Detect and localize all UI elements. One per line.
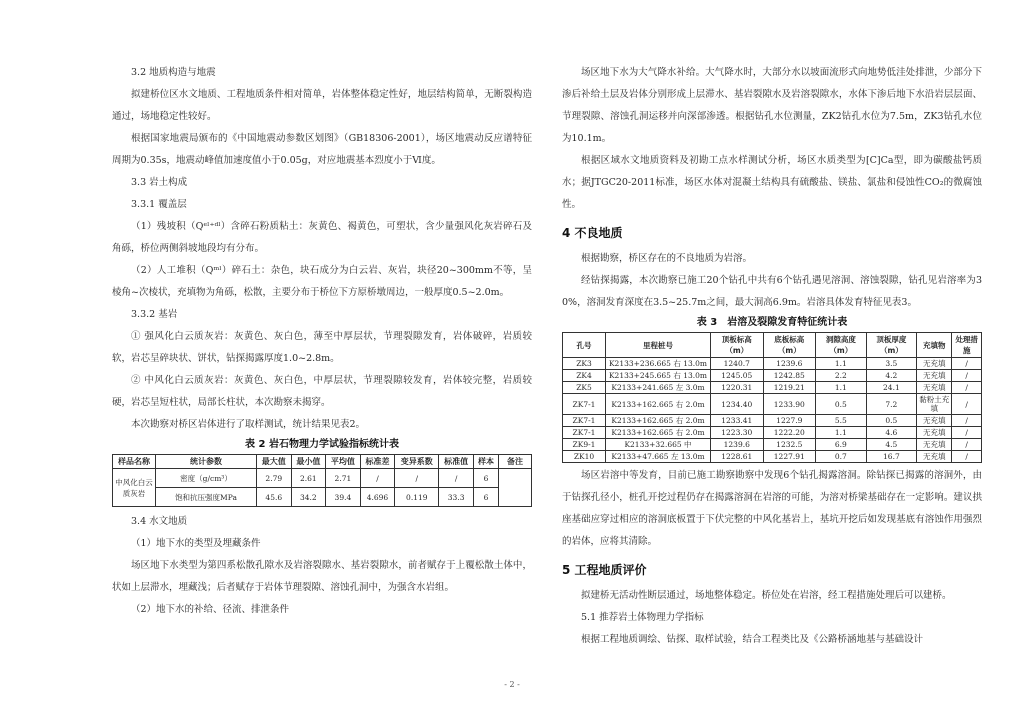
table-row xyxy=(563,427,982,439)
page-number: - 2 - xyxy=(504,680,520,689)
table3-header: 充填物 xyxy=(917,333,952,358)
table-cell: ZK10 xyxy=(563,451,606,463)
table-cell: 0.5 xyxy=(866,415,917,427)
table3-header: 孔号 xyxy=(563,333,606,358)
table-cell: 1232.5 xyxy=(763,439,816,451)
table-cell: 33.3 xyxy=(439,488,474,507)
table2-header: 标准值 xyxy=(439,455,474,469)
table-cell: 1.1 xyxy=(816,382,867,394)
table-cell: 0.7 xyxy=(816,451,867,463)
heading-5-1: 5.1 推荐岩土体物理力学指标 xyxy=(581,612,704,623)
table-cell: 无充填 xyxy=(917,439,952,451)
table-cell: / xyxy=(952,370,982,382)
table2-caption: 表 2 岩石物理力学试验指标统计表 xyxy=(245,439,399,450)
table-cell: 1234.40 xyxy=(711,394,764,415)
heading-3-3-1: 3.3.1 覆盖层 xyxy=(131,199,187,210)
table-cell: 4.696 xyxy=(360,488,395,507)
paragraph-karst-drilling: 经钻探揭露，本次勘察已施工20个钻孔中共有6个钻孔遇见溶洞、溶蚀裂隙，钻孔见岩溶率为30%，溶洞发育深度在3.5~25.7m之间，最大洞高6.9m。岩溶具体发育特征见表3。 xyxy=(562,275,982,308)
table-cell: 2.61 xyxy=(291,469,326,488)
table-cell: / xyxy=(952,451,982,463)
table2-header: 样品名称 xyxy=(113,455,156,469)
table-cell: 密度（g/cm³） xyxy=(156,469,257,488)
table-cell: 1223.30 xyxy=(711,427,764,439)
paragraph-fill-soil: （2）人工堆积（Qᵐˡ）碎石土：杂色，块石成分为白云岩、灰岩，块径20~300mm不等，呈棱角~次棱状，充填物为角砾，松散，主要分布于桥位下方原桥墩周边，一般厚度0.5~2.0m。 xyxy=(112,265,532,298)
table-cell: / xyxy=(952,415,982,427)
table-cell: 黏粉土充填 xyxy=(917,394,952,415)
paragraph-residual-soil: （1）残坡积（Qᵉˡ⁺ᵈˡ）含碎石粉质粘土：灰黄色、褐黄色，可塑状，含少量强风化灰岩碎石及角砾，桥位两侧斜坡地段均有分布。 xyxy=(112,221,532,254)
paragraph-table2-intro: 本次勘察对桥区岩体进行了取样测试，统计结果见表2。 xyxy=(131,419,366,430)
paragraph-groundwater-type: 场区地下水类型为第四系松散孔隙水及岩溶裂隙水、基岩裂隙水，前者赋存于上覆松散土体中，状如上层滞水，埋藏浅；后者赋存于岩体节理裂隙、溶蚀孔洞中，为强含水岩组。 xyxy=(112,560,532,593)
table-cell: K2133+32.665 中 xyxy=(606,439,711,451)
table-cell: 1239.6 xyxy=(763,358,816,370)
paragraph-karst-assessment: 场区岩溶中等发育，目前已施工勘察勘察中发现6个钻孔揭露溶洞。除钻探已揭露的溶洞外，由于钻探孔径小，桩孔开挖过程仍存在揭露溶洞在岩溶的可能，为溶对桥梁基础存在一定影响。建议拱座基础应穿过相应的溶洞底板置于下伏完整的中风化基岩上，基坑开挖后如发现基底有溶蚀作用强烈的岩体，应将其清除。 xyxy=(562,470,982,547)
table2-header-row xyxy=(113,455,532,469)
table-cell: K2133+162.665 右 2.0m xyxy=(606,427,711,439)
table-cell: 7.2 xyxy=(866,394,917,415)
table-cell: 无充填 xyxy=(917,415,952,427)
paragraph-strongly-weathered: ① 强风化白云质灰岩：灰黄色、灰白色，薄至中厚层状，节理裂隙发育，岩体破碎，岩质较软，岩芯呈碎块状、饼状，钻探揭露厚度1.0~2.8m。 xyxy=(112,331,532,364)
table2-sample-name: 中风化白云质灰岩 xyxy=(113,469,156,507)
table-cell: 饱和抗压强度MPa xyxy=(156,488,257,507)
table3-header: 洞隙高度（m） xyxy=(816,333,867,358)
table-row xyxy=(563,415,982,427)
table2-header: 平均值 xyxy=(326,455,361,469)
table-cell: K2133+241.665 左 3.0m xyxy=(606,382,711,394)
table3-header: 里程桩号 xyxy=(606,333,711,358)
table-cell: / xyxy=(395,469,439,488)
table-cell: / xyxy=(952,427,982,439)
paragraph-recharge: 场区地下水为大气降水补给。大气降水时，大部分水以坡面流形式向地势低洼处排泄，少部分下渗后补给土层及岩体分别形成上层滞水、基岩裂隙水及岩溶裂隙水，水体下渗后地下水沿岩层层面、节理裂隙、溶蚀孔洞运移并向深部渗透。根据钻孔水位测量，ZK2钻孔水位为7.5m，ZK3钻孔水位为10.1m。 xyxy=(562,67,982,144)
table-row xyxy=(563,451,982,463)
left-column xyxy=(112,62,532,621)
table-cell: ZK5 xyxy=(563,382,606,394)
table-cell: / xyxy=(439,469,474,488)
table-row xyxy=(563,370,982,382)
table-cell: 1227.91 xyxy=(763,451,816,463)
table-row xyxy=(563,394,982,415)
table-row xyxy=(113,488,532,507)
table-cell: 1219.21 xyxy=(763,382,816,394)
heading-5: 5 工程地质评价 xyxy=(562,563,647,577)
table-cell: ZK3 xyxy=(563,358,606,370)
paragraph-evaluation: 拟建桥无活动性断层通过，场地整体稳定。桥位处在岩溶，经工程措施处理后可以建桥。 xyxy=(581,590,952,601)
table-cell: 1245.05 xyxy=(711,370,764,382)
heading-3-3-2: 3.3.2 基岩 xyxy=(131,309,178,320)
table3-body xyxy=(563,358,982,463)
table2-header: 备注 xyxy=(499,455,532,469)
table3-header: 顶板厚度（m） xyxy=(866,333,917,358)
table-cell: 无充填 xyxy=(917,427,952,439)
table2-header: 样本 xyxy=(473,455,498,469)
heading-3-2: 3.2 地质构造与地震 xyxy=(131,67,216,78)
table2-header: 最小值 xyxy=(291,455,326,469)
table-cell: 2.71 xyxy=(326,469,361,488)
paragraph-seismic-2: 根据国家地震局颁布的《中国地震动参数区划图》（GB18306-2001），场区地震动反应谱特征周期为0.35s，地震动峰值加速度值小于0.05g，对应地震基本烈度小于Ⅵ度。 xyxy=(112,133,532,166)
table-cell: 2.2 xyxy=(816,370,867,382)
table3-header: 顶板标高（m） xyxy=(711,333,764,358)
table3-header: 处理措施 xyxy=(952,333,982,358)
table-cell: / xyxy=(952,394,982,415)
table-row xyxy=(563,358,982,370)
table-cell: / xyxy=(952,439,982,451)
paragraph-adverse-geology: 根据勘察，桥区存在的不良地质为岩溶。 xyxy=(581,253,753,264)
table-row xyxy=(113,469,532,488)
table2-header: 标准差 xyxy=(360,455,395,469)
table-cell: 16.7 xyxy=(866,451,917,463)
table-cell: ZK7-1 xyxy=(563,394,606,415)
table-cell: K2133+162.665 右 2.0m xyxy=(606,394,711,415)
heading-3-4-1: （1）地下水的类型及埋藏条件 xyxy=(131,538,261,549)
table-cell: 无充填 xyxy=(917,451,952,463)
table-cell: 45.6 xyxy=(257,488,292,507)
right-column xyxy=(562,62,982,651)
table-cell: 1.1 xyxy=(816,358,867,370)
table-cell: ZK4 xyxy=(563,370,606,382)
karst-table xyxy=(562,332,982,463)
table-cell: 0.119 xyxy=(395,488,439,507)
table-cell: K2133+47.665 左 13.0m xyxy=(606,451,711,463)
table-cell: 1222.20 xyxy=(763,427,816,439)
table-cell: 1.1 xyxy=(816,427,867,439)
table-row xyxy=(563,382,982,394)
table3-header: 底板标高（m） xyxy=(763,333,816,358)
paragraph-parameters: 根据工程地质调绘、钻探、取样试验，结合工程类比及《公路桥涵地基与基础设计 xyxy=(581,634,924,645)
table2-header: 最大值 xyxy=(257,455,292,469)
heading-3-4-2: （2）地下水的补给、径流、排泄条件 xyxy=(131,604,290,615)
table-cell: 3.5 xyxy=(866,358,917,370)
table-cell: 6 xyxy=(473,488,498,507)
table-cell: ZK7-1 xyxy=(563,427,606,439)
table-cell: 无充填 xyxy=(917,370,952,382)
table-cell: 6 xyxy=(473,469,498,488)
table-row xyxy=(563,439,982,451)
table-cell: K2133+236.665 右 13.0m xyxy=(606,358,711,370)
paragraph-seismic-1: 拟建桥位区水文地质、工程地质条件相对简单，岩体整体稳定性好，地层结构简单，无断裂构造通过，场地稳定性较好。 xyxy=(112,89,532,122)
table-cell: ZK9-1 xyxy=(563,439,606,451)
table2-remarks-cell xyxy=(499,469,532,507)
table-cell: 0.5 xyxy=(816,394,867,415)
table-cell: 1233.41 xyxy=(711,415,764,427)
table-cell: / xyxy=(952,358,982,370)
table-cell: 39.4 xyxy=(326,488,361,507)
table-cell: 24.1 xyxy=(866,382,917,394)
table-cell: 无充填 xyxy=(917,358,952,370)
table-cell: 34.2 xyxy=(291,488,326,507)
table-cell: K2133+245.665 右 13.0m xyxy=(606,370,711,382)
heading-3-4: 3.4 水文地质 xyxy=(131,516,188,527)
paragraph-moderately-weathered: ② 中风化白云质灰岩：灰黄色、灰白色，中厚层状，节理裂隙较发育，岩体较完整，岩质较硬，岩芯呈短柱状，局部长柱状，本次勘察未揭穿。 xyxy=(112,375,532,408)
table-cell: 5.5 xyxy=(816,415,867,427)
table-cell: 4.2 xyxy=(866,370,917,382)
table2-header: 统计参数 xyxy=(156,455,257,469)
table-cell: 6.9 xyxy=(816,439,867,451)
heading-3-3: 3.3 岩土构成 xyxy=(131,177,188,188)
table-cell: 4.6 xyxy=(866,427,917,439)
paragraph-water-quality: 根据区域水文地质资料及初勘工点水样测试分析，场区水质类型为[C]Ca型，即为碳酸盐钙质水；据JTGC20-2011标准，场区水体对混凝土结构具有硫酸盐、镁盐、氯盐和侵蚀性CO₂的微腐蚀性。 xyxy=(562,155,982,210)
table-cell: 无充填 xyxy=(917,382,952,394)
table3-caption: 表 3 岩溶及裂隙发育特征统计表 xyxy=(696,317,848,328)
table-cell: 1239.6 xyxy=(711,439,764,451)
table-cell: / xyxy=(360,469,395,488)
table-cell: ZK7-1 xyxy=(563,415,606,427)
table-cell: 1240.7 xyxy=(711,358,764,370)
table-cell: 4.5 xyxy=(866,439,917,451)
heading-4: 4 不良地质 xyxy=(562,226,623,240)
table-cell: / xyxy=(952,382,982,394)
table2-header: 变异系数 xyxy=(395,455,439,469)
table-cell: 1233.90 xyxy=(763,394,816,415)
table3-header-row xyxy=(563,333,982,358)
table-cell: 1228.61 xyxy=(711,451,764,463)
table-cell: 1220.31 xyxy=(711,382,764,394)
table-cell: 1242.85 xyxy=(763,370,816,382)
table-cell: K2133+162.665 右 2.0m xyxy=(606,415,711,427)
table-cell: 1227.9 xyxy=(763,415,816,427)
table-cell: 2.79 xyxy=(257,469,292,488)
rock-test-table xyxy=(112,454,532,507)
